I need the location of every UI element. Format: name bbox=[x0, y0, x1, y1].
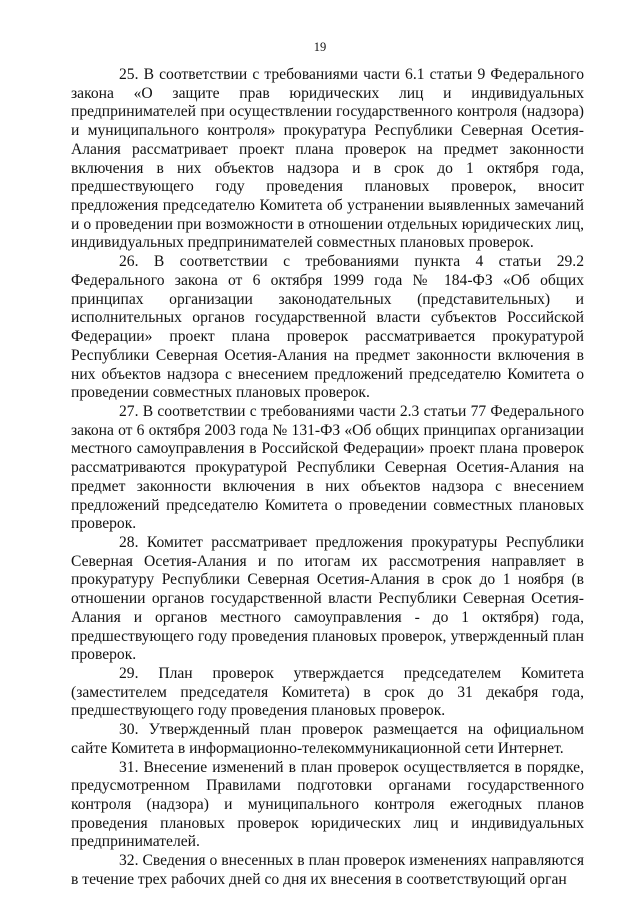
paragraph-26: 26. В соответствии с требованиями пункта 4 статьи 29.2 Федерального закона от 6 октября 1999 года № 184-ФЗ «Об общих принципах организации законодательных (представительных) и исполнительных органов государственной власти субъектов Российской Федерации» проект плана проверок рассматривается прокуратурой Республики Северная Осетия-Алания на предмет законности включения в них объектов надзора с внесением предложений председателю Комитета о проведении совместных плановых проверок. bbox=[71, 253, 584, 402]
paragraph-28: 28. Комитет рассматривает предложения прокуратуры Республики Северная Осетия-Алания и по итогам их рассмотрения направляет в прокуратуру Республики Северная Осетия-Алания в срок до 1 ноября (в отношении органов государственной власти Республики Северная Осетия-Алания и органов местного самоуправления - до 1 октября) года, предшествующего году проведения плановых проверок, утвержденный план проверок. bbox=[71, 533, 584, 664]
paragraph-25: 25. В соответствии с требованиями части 6.1 статьи 9 Федерального закона «О защите прав юридических лиц и индивидуальных предпринимателей при осуществлении государственного контроля (надзора) и муниципального контроля» прокуратура Республики Северная Осетия-Алания рассматривает проект плана проверок на предмет законности включения в них объектов надзора и в срок до 1 октября года, предшествующего году проведения плановых проверок, вносит предложения председателю Комитета об устранении выявленных замечаний и о проведении при возможности в отношении отдельных юридических лиц, индивидуальных предпринимателей совместных плановых проверок. bbox=[71, 66, 584, 252]
paragraph-30: 30. Утвержденный план проверок размещается на официальном сайте Комитета в информационно-телекоммуникационной сети Интернет. bbox=[71, 721, 584, 757]
paragraph-31: 31. Внесение изменений в план проверок осуществляется в порядке, предусмотренном Правилами подготовки органами государственного контроля (надзора) и муниципального контроля ежегодных планов проведения плановых проверок юридических лиц и индивидуальных предпринимателей. bbox=[71, 758, 584, 851]
paragraph-32: 32. Сведения о внесенных в план проверок изменениях направляются в течение трех рабочих дней со дня их внесения в соответствующий орган bbox=[71, 852, 584, 888]
document-body bbox=[71, 66, 584, 890]
paragraph-29: 29. План проверок утверждается председателем Комитета (заместителем председателя Комитета) в срок до 31 декабря года, предшествующего году проведения плановых проверок. bbox=[71, 665, 584, 720]
paragraph-27: 27. В соответствии с требованиями части 2.3 статьи 77 Федерального закона от 6 октября 2003 года № 131-ФЗ «Об общих принципах организации местного самоуправления в Российской Федерации» проект плана проверок рассматриваются прокуратурой Республики Северная Осетия-Алания на предмет законности включения в них объектов надзора с внесением предложений председателю Комитета о проведении совместных плановых проверок. bbox=[71, 402, 584, 533]
page-number: 19 bbox=[313, 40, 327, 54]
